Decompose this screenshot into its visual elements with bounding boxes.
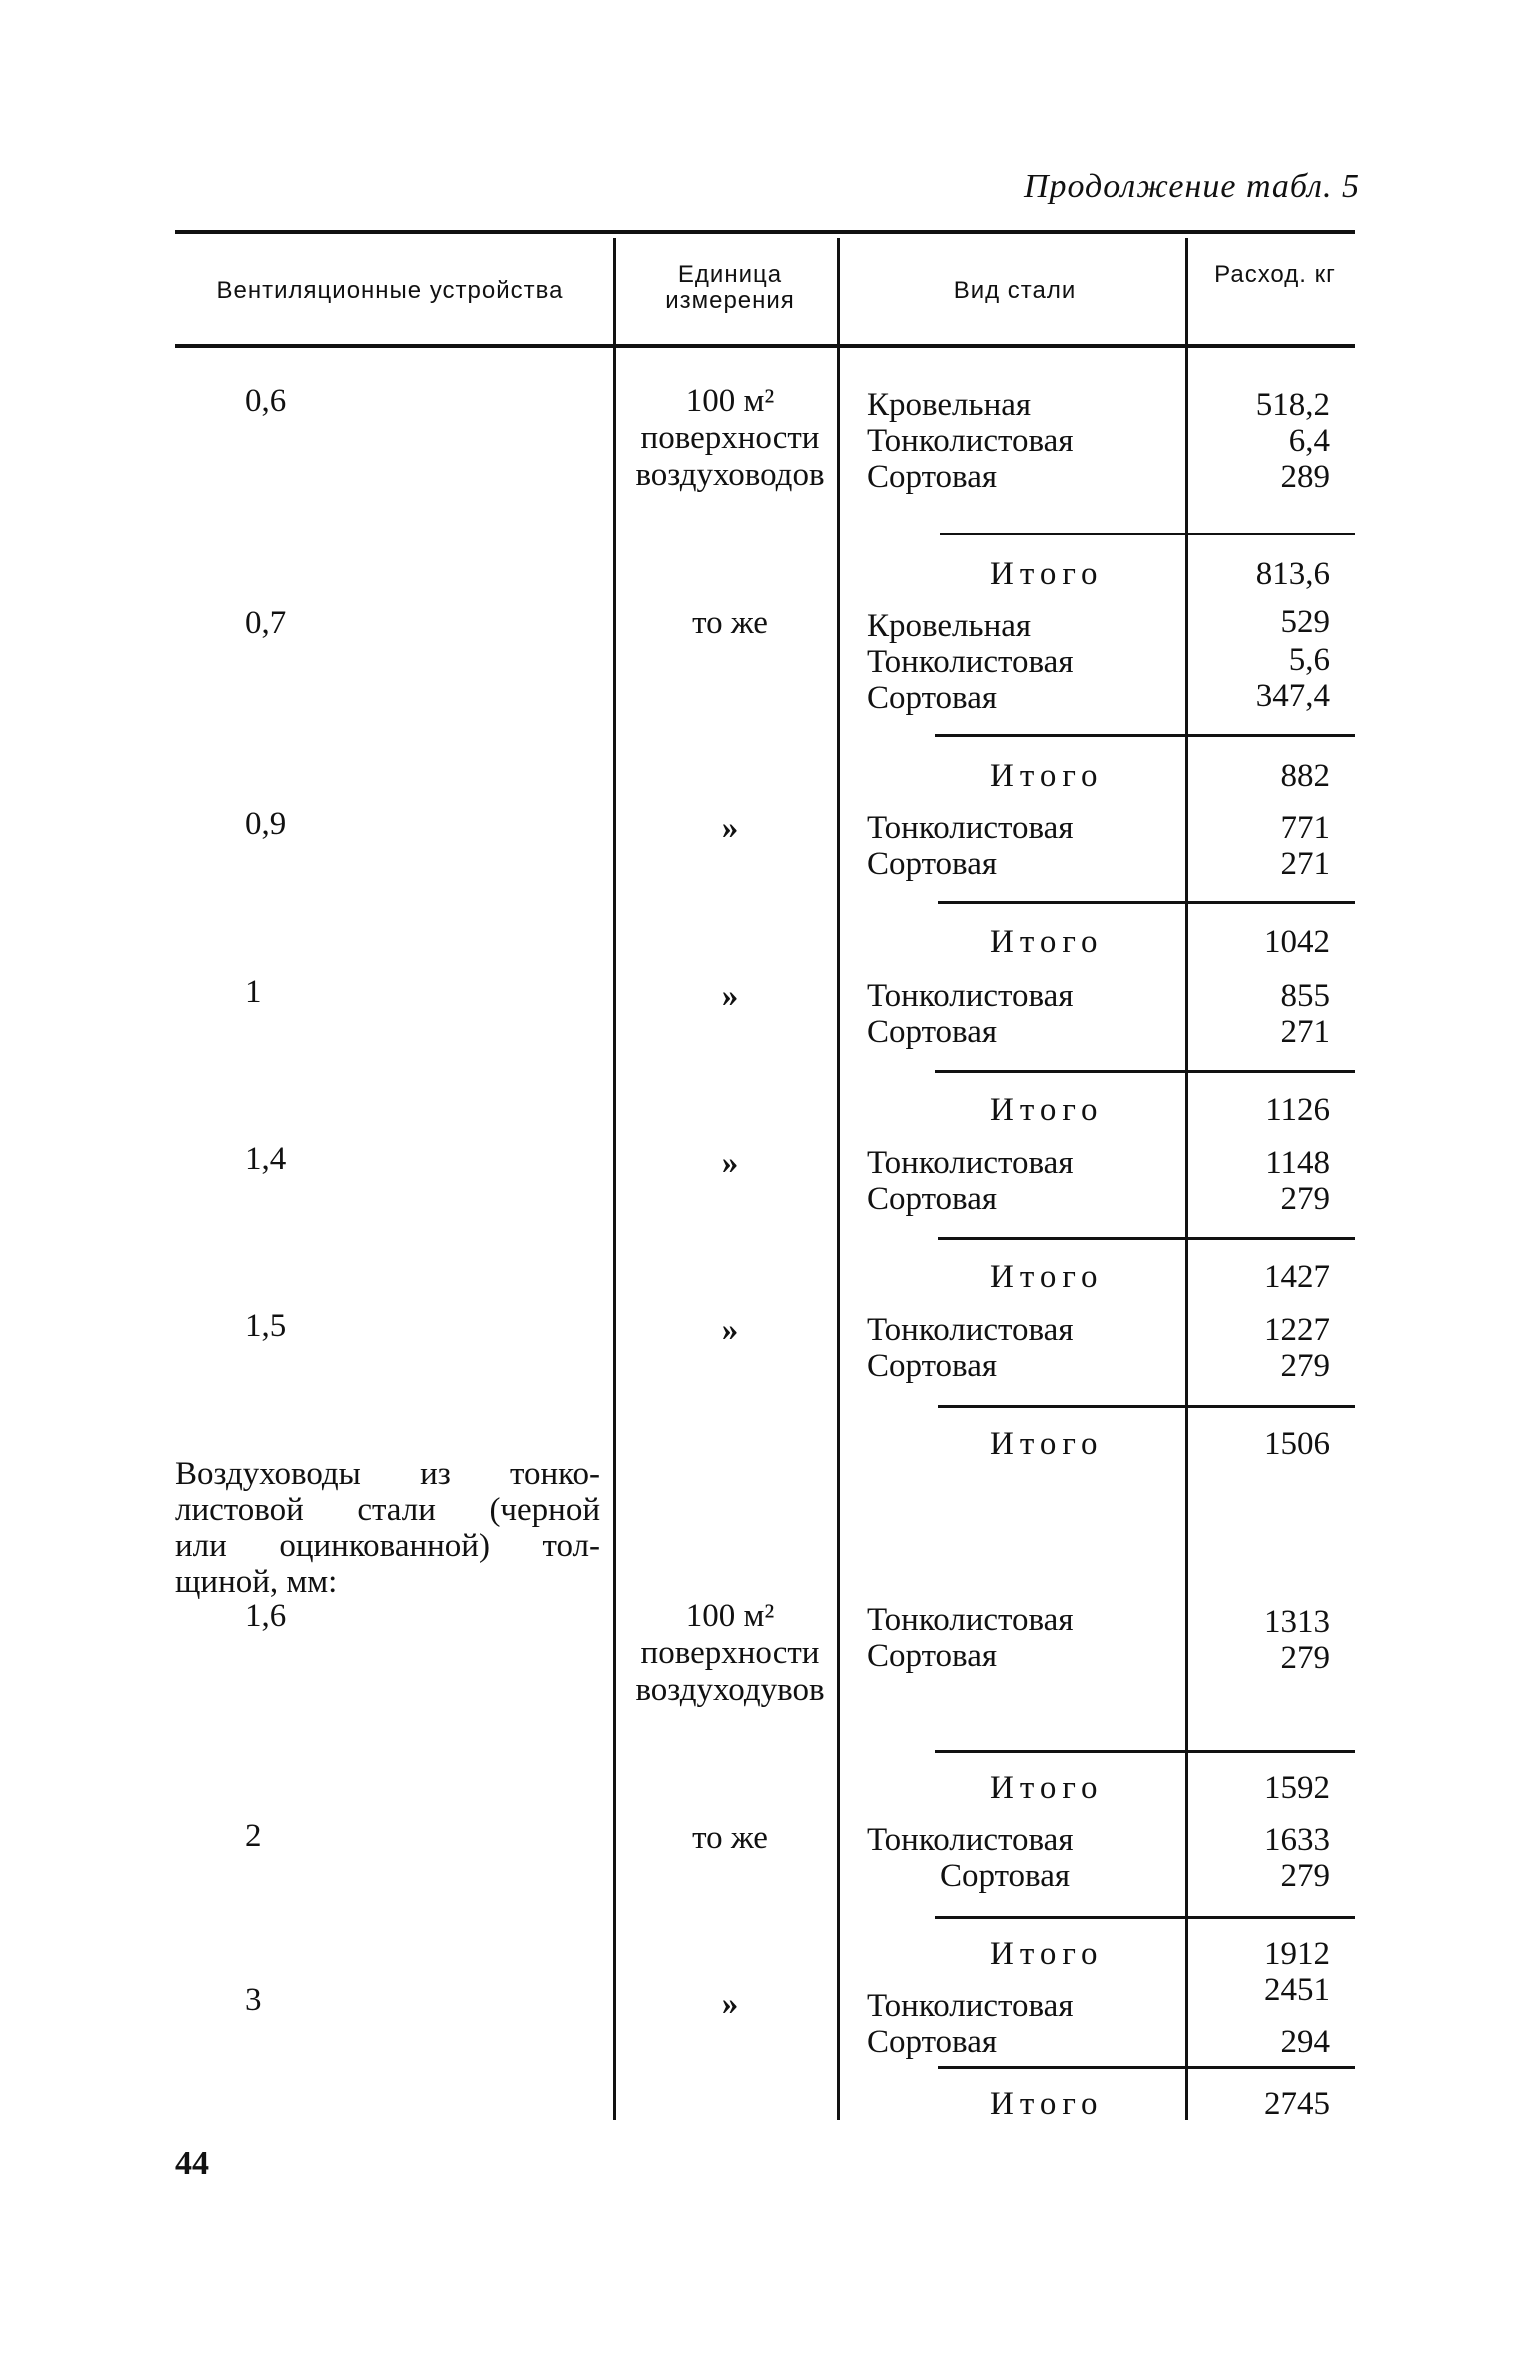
amount: 271 — [1280, 846, 1330, 882]
amount: 1227 — [1264, 1312, 1330, 1348]
amount: 1148 — [1265, 1145, 1330, 1181]
total-label: Итого — [990, 1426, 1104, 1462]
device-value: 1,4 — [245, 1141, 287, 1177]
unit-cell: 100 м² поверхности воздуходувов — [635, 1598, 825, 1708]
column-divider-3 — [1185, 238, 1188, 2120]
page-number: 44 — [175, 2145, 209, 2182]
amount: 529 — [1280, 604, 1330, 640]
steel-type: Сортовая — [867, 1014, 998, 1050]
steel-type: Сортовая — [867, 680, 998, 716]
amount: 271 — [1280, 1014, 1330, 1050]
header-devices: Вентиляционные устройства — [216, 277, 564, 304]
unit-cell: то же — [692, 1820, 768, 1856]
steel-type: Тонколистовая — [867, 1602, 1074, 1638]
section-note-line: Воздуховоды из тонко- — [175, 1456, 600, 1492]
steel-type: Сортовая — [867, 846, 998, 882]
unit-cell: » — [721, 1312, 739, 1348]
amount: 2451 — [1264, 1972, 1330, 2008]
header-unit: Единица измерения — [665, 261, 795, 314]
amount: 289 — [1280, 459, 1330, 495]
steel-type: Тонколистовая — [867, 1145, 1074, 1181]
amount: 518,2 — [1255, 387, 1330, 423]
total-amount: 1427 — [1264, 1259, 1330, 1295]
steel-type: Тонколистовая — [867, 978, 1074, 1014]
steel-type: Тонколистовая — [867, 423, 1074, 459]
amount: 279 — [1280, 1181, 1330, 1217]
total-label: Итого — [990, 556, 1104, 592]
device-value: 0,6 — [245, 383, 287, 419]
device-value: 0,9 — [245, 806, 287, 842]
subtotal-rule — [938, 1237, 1355, 1240]
column-divider-1 — [613, 238, 616, 2120]
total-amount: 813,6 — [1255, 556, 1330, 592]
header-consumption: Расход. кг — [1214, 261, 1336, 288]
subtotal-rule — [938, 2066, 1355, 2069]
steel-type: Сортовая — [867, 1181, 998, 1217]
total-amount: 882 — [1280, 758, 1330, 794]
total-amount: 2745 — [1264, 2086, 1330, 2122]
amount: 855 — [1280, 978, 1330, 1014]
section-note-line: листовой стали (черной — [175, 1492, 600, 1528]
steel-type: Тонколистовая — [867, 1312, 1074, 1348]
subtotal-rule — [935, 1070, 1355, 1073]
total-label: Итого — [990, 1770, 1104, 1806]
total-label: Итого — [990, 924, 1104, 960]
amount: 6,4 — [1288, 423, 1330, 459]
subtotal-rule — [940, 533, 1355, 535]
device-value: 0,7 — [245, 605, 287, 641]
unit-cell: » — [721, 810, 739, 846]
total-amount: 1506 — [1264, 1426, 1330, 1462]
subtotal-rule — [935, 1750, 1355, 1753]
subtotal-rule — [938, 901, 1355, 904]
steel-type: Сортовая — [867, 459, 998, 495]
amount: 347,4 — [1255, 678, 1330, 714]
steel-type: Сортовая — [940, 1858, 1071, 1894]
steel-type: Кровельная — [867, 608, 1032, 644]
device-value: 2 — [245, 1818, 262, 1854]
total-label: Итого — [990, 758, 1104, 794]
unit-cell: то же — [692, 605, 768, 641]
steel-type: Тонколистовая — [867, 644, 1074, 680]
steel-type: Кровельная — [867, 387, 1032, 423]
total-amount: 1592 — [1264, 1770, 1330, 1806]
steel-type: Тонколистовая — [867, 1988, 1074, 2024]
total-amount: 1912 — [1264, 1936, 1330, 1972]
section-note-line: щиной, мм: — [175, 1564, 338, 1600]
top-rule — [175, 230, 1355, 234]
amount: 1313 — [1264, 1604, 1330, 1640]
subtotal-rule — [935, 1916, 1355, 1919]
amount: 279 — [1280, 1640, 1330, 1676]
steel-type: Сортовая — [867, 1348, 998, 1384]
total-label: Итого — [990, 1092, 1104, 1128]
device-value: 3 — [245, 1982, 262, 2018]
amount: 294 — [1280, 2024, 1330, 2060]
total-amount: 1042 — [1264, 924, 1330, 960]
subtotal-rule — [938, 1405, 1355, 1408]
amount: 279 — [1280, 1348, 1330, 1384]
total-label: Итого — [990, 2086, 1104, 2122]
total-amount: 1126 — [1265, 1092, 1330, 1128]
device-value: 1 — [245, 974, 262, 1010]
section-note-line: или оцинкованной) тол- — [175, 1528, 600, 1564]
amount: 1633 — [1264, 1822, 1330, 1858]
subtotal-rule — [935, 734, 1355, 737]
device-value: 1,6 — [245, 1598, 287, 1634]
unit-cell: » — [721, 978, 739, 1014]
steel-type: Тонколистовая — [867, 1822, 1074, 1858]
total-label: Итого — [990, 1259, 1104, 1295]
steel-type: Тонколистовая — [867, 810, 1074, 846]
total-label: Итого — [990, 1936, 1104, 1972]
header-rule — [175, 344, 1355, 348]
amount: 5,6 — [1288, 642, 1330, 678]
steel-type: Сортовая — [867, 1638, 998, 1674]
table-caption: Продолжение табл. 5 — [1023, 168, 1360, 205]
device-value: 1,5 — [245, 1308, 287, 1344]
amount: 279 — [1280, 1858, 1330, 1894]
unit-cell: » — [721, 1986, 739, 2022]
section-note — [175, 1456, 600, 1600]
unit-cell: » — [721, 1145, 739, 1181]
steel-type: Сортовая — [867, 2024, 998, 2060]
unit-cell: 100 м² поверхности воздуховодов — [635, 383, 825, 493]
header-steel-type: Вид стали — [953, 277, 1077, 304]
amount: 771 — [1280, 810, 1330, 846]
